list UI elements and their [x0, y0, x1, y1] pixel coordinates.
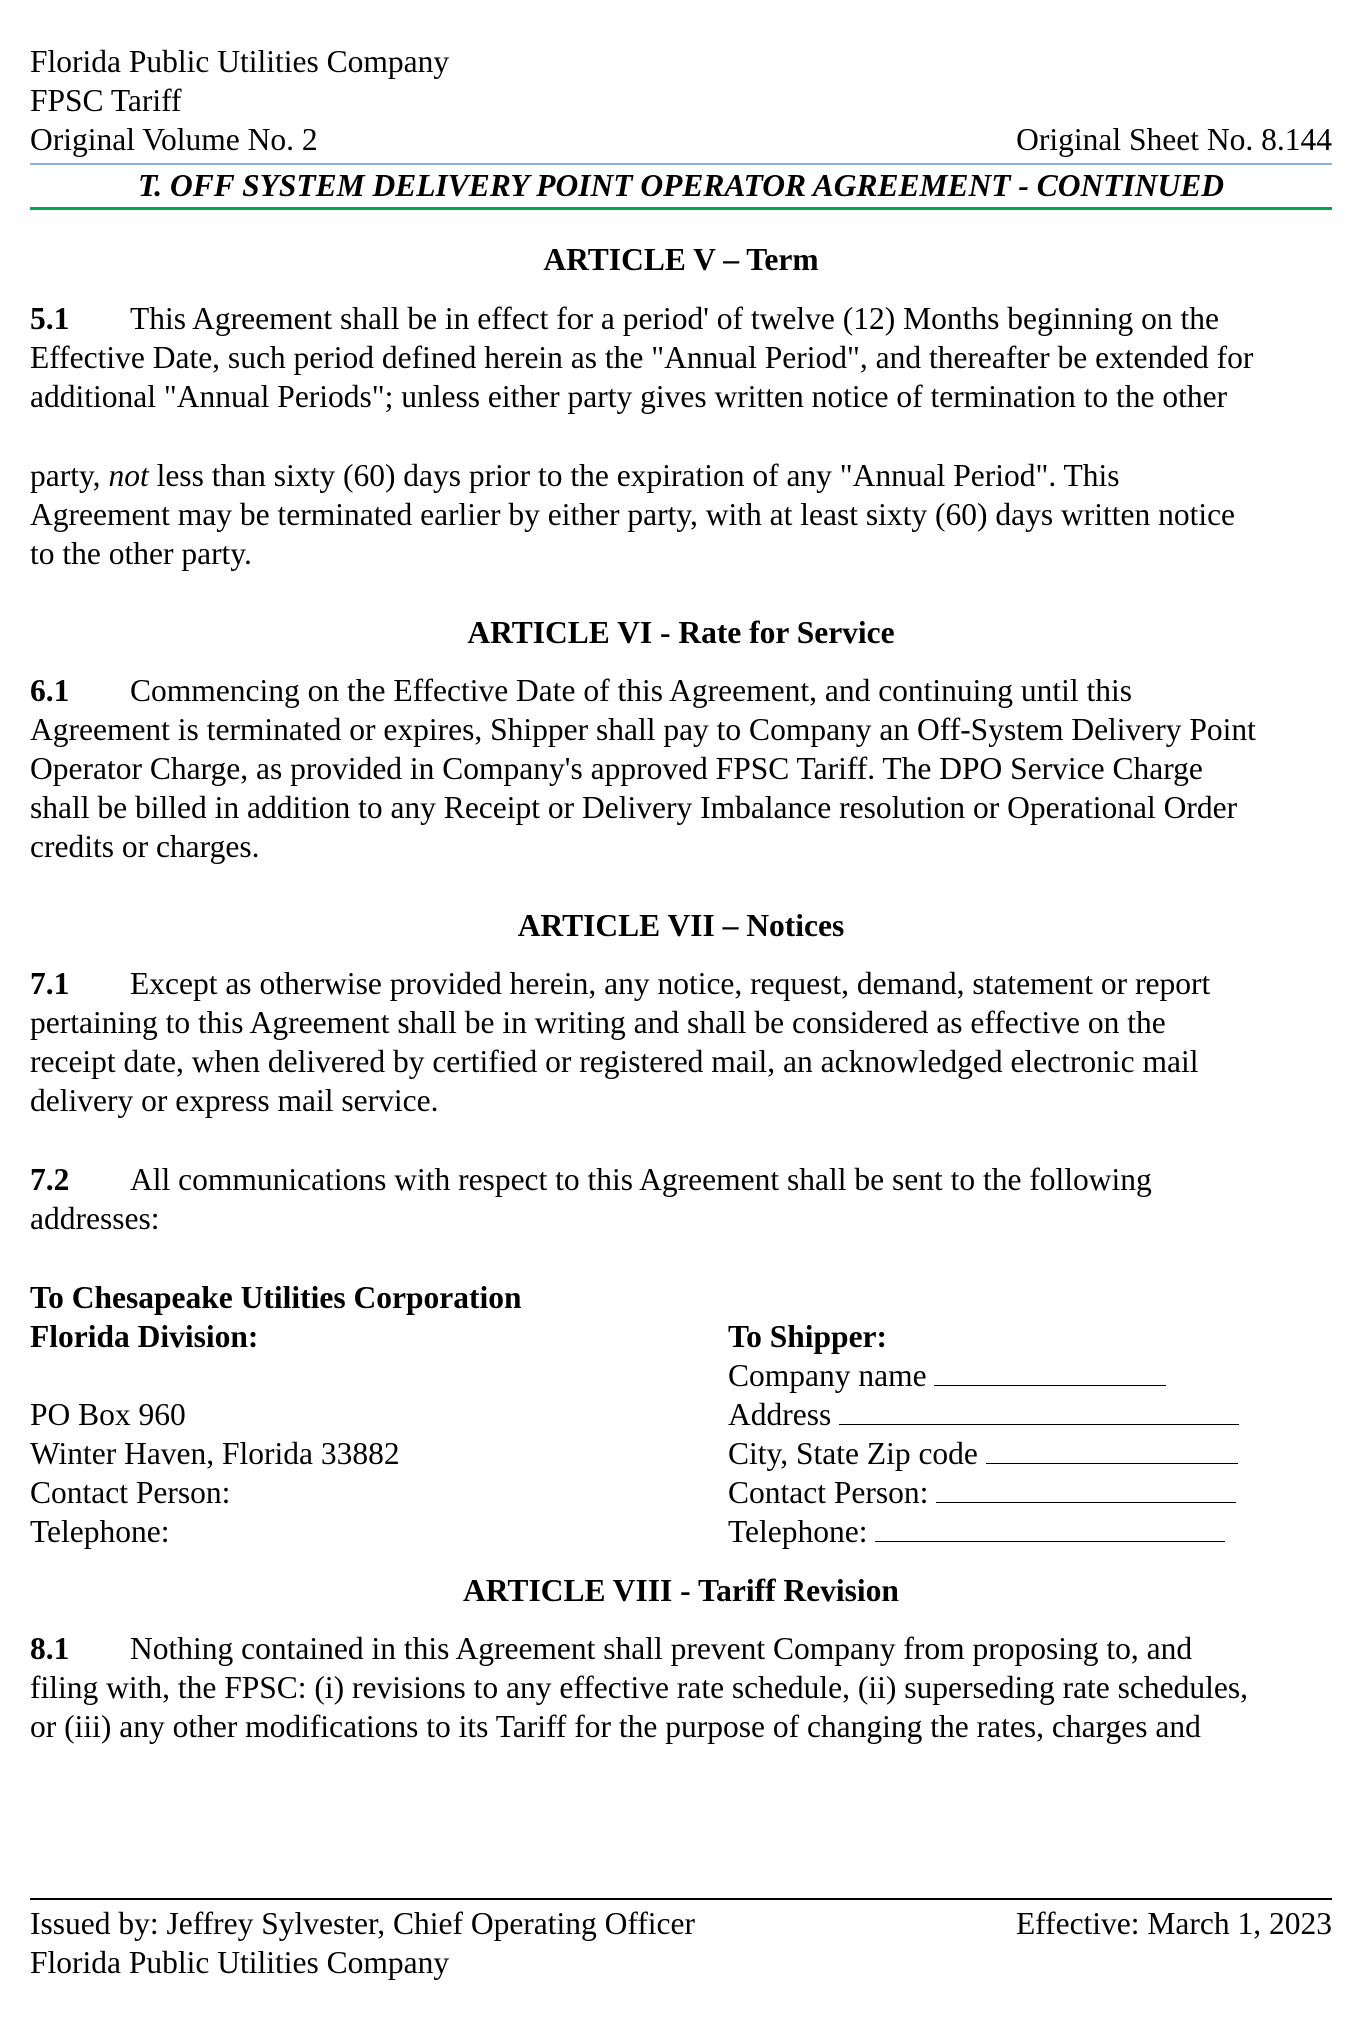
- header-company: Florida Public Utilities Company: [30, 44, 450, 79]
- shipper-telephone-line: Telephone:: [728, 1512, 1332, 1551]
- footer-company: Florida Public Utilities Company: [30, 1945, 450, 1980]
- header-sheet-number: Original Sheet No. 8.144: [1016, 122, 1332, 157]
- document-page: [30, 42, 1332, 1746]
- telephone-blank[interactable]: [875, 1513, 1225, 1542]
- paragraph-7-1: 7.1 Except as otherwise provided herein, any notice, request, demand, statement or report pertaining to this Agreement shall be in writing and shall be considered as effective on the receipt date, when delivered by certified or registered mail, an acknowledged electronic mail delivery or express mail service.: [30, 966, 1211, 1118]
- address-block: [30, 1278, 1332, 1551]
- paragraph-number: 8.1: [30, 1631, 70, 1666]
- company-address-division: Florida Division:: [30, 1319, 259, 1354]
- page-header: [30, 42, 1332, 210]
- company-city: Winter Haven, Florida 33882: [30, 1436, 400, 1471]
- company-address-title: To Chesapeake Utilities Corporation: [30, 1280, 522, 1315]
- footer-effective-date: Effective: March 1, 2023: [1015, 1906, 1332, 1941]
- shipper-address-line: Address: [728, 1395, 1332, 1434]
- article-6-heading: ARTICLE VI - Rate for Service: [467, 615, 895, 650]
- article-5-heading: ARTICLE V – Term: [543, 242, 819, 277]
- header-volume-row: [30, 120, 1332, 159]
- paragraph-8-1: 8.1 Nothing contained in this Agreement shall prevent Company from proposing to, and filing with, the FPSC: (i) revisions to any effective rate schedule, (ii) superseding rate schedules, or (iii) any other modifications to its Tariff for the purpose of changing the rates, charges and: [30, 1631, 1248, 1744]
- footer-divider: [30, 1898, 1332, 1900]
- shipper-company-line: Company name: [728, 1356, 1332, 1395]
- paragraph-number: 7.2: [30, 1162, 70, 1197]
- paragraph-5-1: 5.1 This Agreement shall be in effect for a period' of twelve (12) Months beginning on the Effective Date, such period defined herein as the "Annual Period", and thereafter be extended for additional "Annual Periods"; unless either party gives written notice of termination to the other: [30, 301, 1254, 414]
- company-po-box: PO Box 960: [30, 1397, 186, 1432]
- contact-person-blank[interactable]: [936, 1474, 1236, 1503]
- paragraph-number: 6.1: [30, 673, 70, 708]
- paragraph-number: 5.1: [30, 301, 70, 336]
- header-tariff: FPSC Tariff: [30, 83, 182, 118]
- address-blank[interactable]: [839, 1396, 1239, 1425]
- shipper-address: [728, 1278, 1332, 1551]
- article-7-heading: ARTICLE VII – Notices: [517, 908, 845, 943]
- article-8-heading: ARTICLE VIII - Tariff Revision: [463, 1573, 899, 1608]
- paragraph-7-2: 7.2 All communications with respect to this Agreement shall be sent to the following addresses:: [30, 1162, 1152, 1236]
- paragraph-6-1: 6.1 Commencing on the Effective Date of this Agreement, and continuing until this Agreement is terminated or expires, Shipper shall pay to Company an Off-System Delivery Point Operator Charge, as provided in Company's approved FPSC Tariff. The DPO Service Charge shall be billed in addition to any Receipt or Delivery Imbalance resolution or Operational Order credits or charges.: [30, 673, 1256, 864]
- city-state-zip-blank[interactable]: [986, 1435, 1238, 1464]
- paragraph-5-1-continued: party, not less than sixty (60) days prior to the expiration of any "Annual Period". This Agreement may be terminated earlier by either party, with at least sixty (60) days written notice to the other party.: [30, 458, 1236, 571]
- company-address: [30, 1278, 728, 1551]
- paragraph-number: 7.1: [30, 966, 70, 1001]
- section-title: T. OFF SYSTEM DELIVERY POINT OPERATOR AGREEMENT - CONTINUED: [137, 168, 1225, 203]
- company-name-blank[interactable]: [934, 1357, 1166, 1386]
- page-footer: [30, 1898, 1332, 1982]
- company-contact: Contact Person:: [30, 1475, 231, 1510]
- footer-issued-by: Issued by: Jeffrey Sylvester, Chief Operating Officer: [30, 1906, 696, 1941]
- company-telephone: Telephone:: [30, 1514, 170, 1549]
- header-volume: Original Volume No. 2: [30, 122, 318, 157]
- shipper-contact-line: Contact Person:: [728, 1473, 1332, 1512]
- shipper-address-title: To Shipper:: [728, 1319, 888, 1354]
- footer-row: [30, 1904, 1332, 1943]
- shipper-city-line: City, State Zip code: [728, 1434, 1332, 1473]
